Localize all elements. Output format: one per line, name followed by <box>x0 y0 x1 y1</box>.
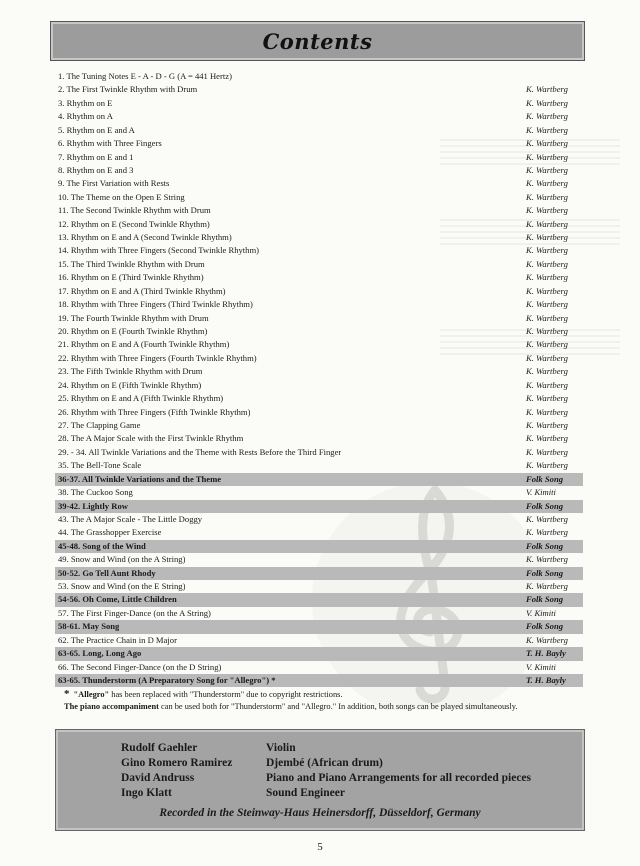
toc-row <box>55 325 583 338</box>
toc-title: 28. The A Major Scale with the First Twinkle Rhythm <box>58 433 244 444</box>
toc-title: 53. Snow and Wind (on the E String) <box>58 581 186 592</box>
toc-composer: K. Wartberg <box>526 634 568 645</box>
toc-title: 3. Rhythm on E <box>58 97 113 108</box>
toc-composer: K. Wartberg <box>526 312 568 323</box>
toc-composer: K. Wartberg <box>526 554 568 565</box>
toc-title: 63-65. Long, Long Ago <box>58 648 142 659</box>
toc-title: 49. Snow and Wind (on the A String) <box>58 554 186 565</box>
toc-composer: K. Wartberg <box>526 339 568 350</box>
toc-composer: K. Wartberg <box>526 352 568 363</box>
footnote-asterisk: * <box>64 688 70 700</box>
credit-role-2: Djembé (African drum) <box>266 757 383 769</box>
toc-composer: Folk Song <box>526 594 564 605</box>
toc-title: 7. Rhythm on E and 1 <box>58 151 134 162</box>
toc-composer: K. Wartberg <box>526 272 568 283</box>
toc-row <box>55 446 583 459</box>
toc-row <box>55 338 583 351</box>
toc-title: 12. Rhythm on E (Second Twinkle Rhythm) <box>58 218 210 229</box>
credit-name-4: Ingo Klatt <box>121 787 172 799</box>
toc-composer: K. Wartberg <box>526 205 568 216</box>
toc-row <box>55 271 583 284</box>
toc-composer: V. Kimiti <box>526 661 556 672</box>
toc-row <box>55 553 583 566</box>
page-number: 5 <box>317 841 323 853</box>
toc-composer: K. Wartberg <box>526 124 568 135</box>
credit-name-3: David Andruss <box>121 772 195 784</box>
toc-title: 36-37. All Twinkle Variations and the Theme <box>58 473 222 484</box>
toc-title: 2. The First Twinkle Rhythm with Drum <box>58 84 198 95</box>
toc-row <box>55 459 583 472</box>
toc-title: 14. Rhythm with Three Fingers (Second Twinkle Rhythm) <box>58 245 260 256</box>
toc-title: 19. The Fourth Twinkle Rhythm with Drum <box>58 312 209 323</box>
toc-title: 58-61. May Song <box>58 621 120 632</box>
toc-row <box>55 352 583 365</box>
recording-location: Recorded in the Steinway-Haus Heinersdorff, Düsseldorf, Germany <box>159 807 481 819</box>
toc-row <box>55 486 583 499</box>
toc-composer: K. Wartberg <box>526 419 568 430</box>
contents-title-bar <box>51 22 584 60</box>
toc-row <box>55 137 583 150</box>
toc-title: 44. The Grasshopper Exercise <box>58 527 162 538</box>
toc-title: 17. Rhythm on E and A (Third Twinkle Rhythm) <box>58 285 226 296</box>
toc-row <box>55 674 583 687</box>
toc-title: 9. The First Variation with Rests <box>58 178 170 189</box>
credit-role-3: Piano and Piano Arrangements for all recorded pieces <box>266 772 532 784</box>
toc-title: 50-52. Go Tell Aunt Rhody <box>58 567 156 578</box>
toc-title: 63-65. Thunderstorm (A Preparatory Song for "Allegro") * <box>58 674 276 685</box>
toc-composer: T. H. Bayly <box>526 674 566 685</box>
footnote-line-1 <box>64 688 594 701</box>
footnote-term: "Allegro" <box>73 690 110 699</box>
toc-composer: K. Wartberg <box>526 97 568 108</box>
toc-row <box>55 593 583 606</box>
credit-name-1: Rudolf Gaehler <box>121 742 198 754</box>
footnote-line-1-text: has been replaced with "Thunderstorm" due to copyright restrictions. <box>109 690 343 699</box>
toc-composer: K. Wartberg <box>526 366 568 377</box>
toc-title: 6. Rhythm with Three Fingers <box>58 138 162 149</box>
toc-title: 20. Rhythm on E (Fourth Twinkle Rhythm) <box>58 326 208 337</box>
toc-row <box>55 513 583 526</box>
credits-box <box>56 730 584 830</box>
toc-row <box>55 258 583 271</box>
toc-composer: K. Wartberg <box>526 285 568 296</box>
toc-composer: Folk Song <box>526 621 564 632</box>
toc-composer: T. H. Bayly <box>526 648 566 659</box>
toc-row <box>55 218 583 231</box>
toc-composer: K. Wartberg <box>526 446 568 457</box>
toc-row <box>55 392 583 405</box>
toc-composer: K. Wartberg <box>526 258 568 269</box>
toc-row <box>55 244 583 257</box>
toc-row <box>55 580 583 593</box>
toc-composer: K. Wartberg <box>526 84 568 95</box>
toc-composer: K. Wartberg <box>526 178 568 189</box>
toc-title: 39-42. Lightly Row <box>58 500 128 511</box>
toc-title: 21. Rhythm on E and A (Fourth Twinkle Rhythm) <box>58 339 230 350</box>
toc-row <box>55 526 583 539</box>
footnote-accompaniment-term: The piano accompaniment <box>64 702 159 711</box>
toc-title: 10. The Theme on the Open E String <box>58 191 185 202</box>
toc-composer: K. Wartberg <box>526 581 568 592</box>
toc-row <box>55 379 583 392</box>
toc-title: 66. The Second Finger-Dance (on the D String) <box>58 661 222 672</box>
toc-row <box>55 298 583 311</box>
footnote <box>64 688 594 713</box>
toc-row <box>55 661 583 674</box>
toc-row <box>55 124 583 137</box>
footnote-line-2-text: can be used both for "Thunderstorm" and "Allegro." In addition, both songs can be played simultaneously. <box>158 702 518 711</box>
toc-composer: K. Wartberg <box>526 406 568 417</box>
toc-row <box>55 567 583 580</box>
toc-title: 13. Rhythm on E and A (Second Twinkle Rhythm) <box>58 232 232 243</box>
toc-row <box>55 177 583 190</box>
toc-composer: Folk Song <box>526 473 564 484</box>
toc-title: 43. The A Major Scale - The Little Doggy <box>58 513 203 524</box>
toc-row <box>55 312 583 325</box>
toc-composer: K. Wartberg <box>526 513 568 524</box>
toc-title: 1. The Tuning Notes E - A - D - G (A = 441 Hertz) <box>58 71 232 81</box>
toc-composer: K. Wartberg <box>526 393 568 404</box>
toc-composer: K. Wartberg <box>526 218 568 229</box>
toc-composer: V. Kimiti <box>526 607 556 618</box>
table-of-contents <box>55 70 583 687</box>
toc-composer: Folk Song <box>526 500 564 511</box>
toc-row <box>55 365 583 378</box>
toc-composer: K. Wartberg <box>526 527 568 538</box>
toc-composer: K. Wartberg <box>526 232 568 243</box>
toc-row <box>55 83 583 96</box>
toc-row <box>55 500 583 513</box>
toc-composer: K. Wartberg <box>526 111 568 122</box>
toc-composer: K. Wartberg <box>526 164 568 175</box>
toc-title: 18. Rhythm with Three Fingers (Third Twinkle Rhythm) <box>58 299 253 310</box>
toc-row <box>55 432 583 445</box>
toc-title: 26. Rhythm with Three Fingers (Fifth Twinkle Rhythm) <box>58 406 251 417</box>
toc-title: 15. The Third Twinkle Rhythm with Drum <box>58 258 205 269</box>
toc-row <box>55 620 583 633</box>
toc-row <box>55 70 583 83</box>
toc-composer: K. Wartberg <box>526 299 568 310</box>
toc-title: 38. The Cuckoo Song <box>58 487 133 498</box>
toc-row <box>55 419 583 432</box>
toc-row <box>55 97 583 110</box>
toc-title: 11. The Second Twinkle Rhythm with Drum <box>58 205 211 216</box>
credit-name-2: Gino Romero Ramirez <box>121 757 233 769</box>
toc-title: 62. The Practice Chain in D Major <box>58 634 177 645</box>
toc-row <box>55 285 583 298</box>
toc-composer: K. Wartberg <box>526 379 568 390</box>
toc-composer: K. Wartberg <box>526 151 568 162</box>
toc-title: 27. The Clapping Game <box>58 419 141 430</box>
credit-role-4: Sound Engineer <box>266 787 345 799</box>
toc-title: 25. Rhythm on E and A (Fifth Twinkle Rhythm) <box>58 393 224 404</box>
toc-row <box>55 647 583 660</box>
toc-row <box>55 607 583 620</box>
toc-title: 5. Rhythm on E and A <box>58 124 135 135</box>
toc-composer: K. Wartberg <box>526 138 568 149</box>
toc-title: 22. Rhythm with Three Fingers (Fourth Twinkle Rhythm) <box>58 352 257 363</box>
toc-composer: K. Wartberg <box>526 191 568 202</box>
toc-title: 4. Rhythm on A <box>58 111 113 122</box>
toc-row <box>55 634 583 647</box>
page-title: Contents <box>262 28 373 54</box>
toc-composer: K. Wartberg <box>526 460 568 471</box>
toc-composer: K. Wartberg <box>526 245 568 256</box>
credit-role-1: Violin <box>266 742 296 754</box>
toc-row <box>55 191 583 204</box>
toc-row <box>55 110 583 123</box>
toc-title: 54-56. Oh Come, Little Children <box>58 594 177 605</box>
toc-title: 8. Rhythm on E and 3 <box>58 164 134 175</box>
toc-row <box>55 406 583 419</box>
toc-row <box>55 151 583 164</box>
toc-composer: K. Wartberg <box>526 326 568 337</box>
toc-composer: K. Wartberg <box>526 433 568 444</box>
toc-row <box>55 473 583 486</box>
toc-row <box>55 540 583 553</box>
toc-composer: V. Kimiti <box>526 487 556 498</box>
toc-title: 57. The First Finger-Dance (on the A String) <box>58 607 211 618</box>
toc-composer: Folk Song <box>526 540 564 551</box>
toc-title: 29. - 34. All Twinkle Variations and the Theme with Rests Before the Third Finger <box>58 446 342 457</box>
footnote-line-2 <box>64 701 594 713</box>
toc-row <box>55 231 583 244</box>
toc-title: 45-48. Song of the Wind <box>58 540 146 551</box>
toc-row <box>55 164 583 177</box>
toc-title: 23. The Fifth Twinkle Rhythm with Drum <box>58 366 203 377</box>
toc-title: 24. Rhythm on E (Fifth Twinkle Rhythm) <box>58 379 202 390</box>
toc-title: 16. Rhythm on E (Third Twinkle Rhythm) <box>58 272 204 283</box>
toc-title: 35. The Bell-Tone Scale <box>58 460 142 471</box>
toc-row <box>55 204 583 217</box>
toc-composer: Folk Song <box>526 567 564 578</box>
